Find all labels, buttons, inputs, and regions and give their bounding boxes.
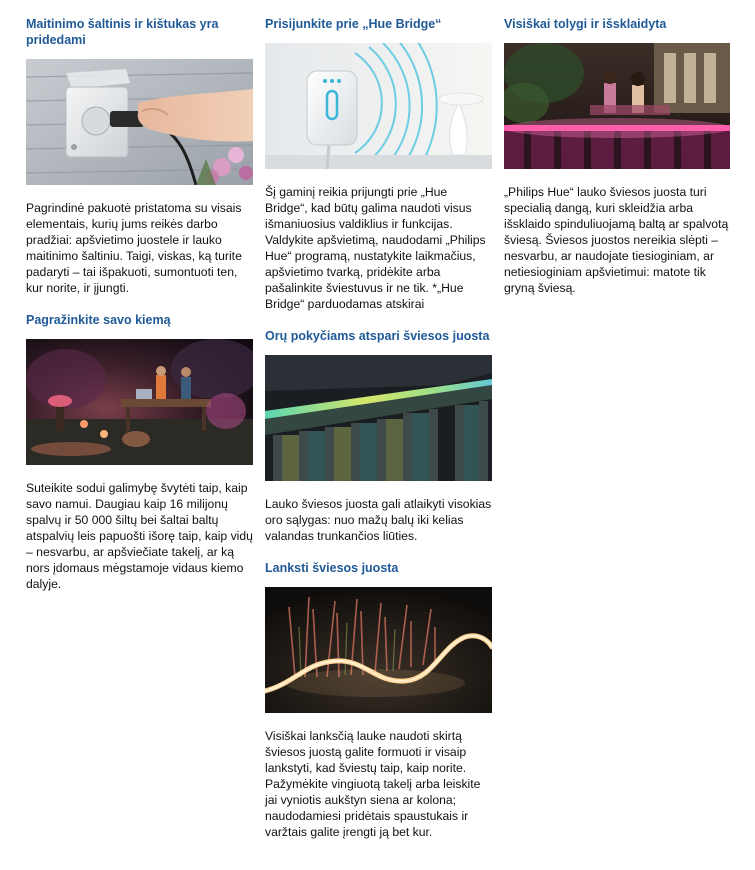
section-backyard [26,312,253,328]
section-title: Orų pokyčiams atspari šviesos juosta [265,329,490,343]
power-plug-image [26,59,253,185]
section-text: Suteikite sodui galimybę švytėti taip, kaip savo namui. Daugiau kaip 16 milijonų spalvų ir 50 000 šiltų bei šaltai baltų atspalvių leis papuošti išorę taip, kaip vidų – nesvarbu, ar apšviečiate takelį, ar ką nors įdomaus mėgstamoje vidaus kiemo dalyje. [26,481,253,591]
section-diffused [504,16,732,32]
section-diffused-text [504,184,732,296]
flexible-strip-image [265,587,492,713]
section-text: Visiškai lanksčią lauke naudoti skirtą šviesos juostą galite formuoti ir visaip lankstyti, kad šviestų taip, kaip norite. Pažymėkite vingiuotą takelį arba leiskite jai vyniotis aukštyn siena ar kolona; naudodamiesi pridėtais spaustukais ir varžtais galite įrengti ją bet kur. [265,729,481,839]
section-text: Pagrindinė pakuotė pristatoma su visais elementais, kurių jums reikės darbo pradžiai: apšvietimo juostele ir lauko maitinimo šaltiniu. Taigi, viskas, ką turite padaryti – tai išpakuoti, sumontuoti ten, kur norite, ir įjungti. [26,201,242,295]
section-flexible [265,560,492,576]
backyard-image [26,339,253,465]
section-power-supply-text [26,200,253,296]
section-title: Visiškai tolygi ir išsklaidyta [504,17,667,31]
section-title: Prisijunkite prie „Hue Bridge“ [265,17,442,31]
hue-bridge-image [265,43,492,169]
section-power-supply [26,16,253,48]
section-weatherproof-text [265,496,492,544]
section-backyard-text [26,480,253,592]
section-hue-bridge-text [265,184,492,312]
section-flexible-text [265,728,492,840]
section-title: Pagražinkite savo kiemą [26,313,171,327]
terrace-image [504,43,730,169]
section-weatherproof [265,328,492,344]
section-text: Lauko šviesos juosta gali atlaikyti visokias oro sąlygas: nuo mažų balų iki kelias valandas trunkančios liūties. [265,497,492,543]
section-text: Šį gaminį reikia prijungti prie „Hue Bridge“, kad būtų galima naudoti visus išmaniuosius valdiklius ir funkcijas. Valdykite apšvietimą, naudodami „Philips Hue“ programą, nustatykite laikmačius, apšvietimo tvarką, pridėkite arba pašalinkite šviestuvus ir ne tik. *„Hue Bridge“ parduodamas atskirai [265,185,486,311]
section-hue-bridge [265,16,492,32]
section-text: „Philips Hue“ lauko šviesos juosta turi specialią dangą, kuri skleidžia arba išsklaido spinduliuojamą baltą ar spalvotą šviesą. Šviesos juostos nereikia slėpti – nesvarbu, ar naudojate tiesioginiam, ar netiesioginiam apšvietimui: matote tik gryną šviesą. [504,185,729,295]
section-title: Maitinimo šaltinis ir kištukas yra pridedami [26,17,219,47]
section-title: Lanksti šviesos juosta [265,561,399,575]
weatherproof-strip-image [265,355,492,481]
